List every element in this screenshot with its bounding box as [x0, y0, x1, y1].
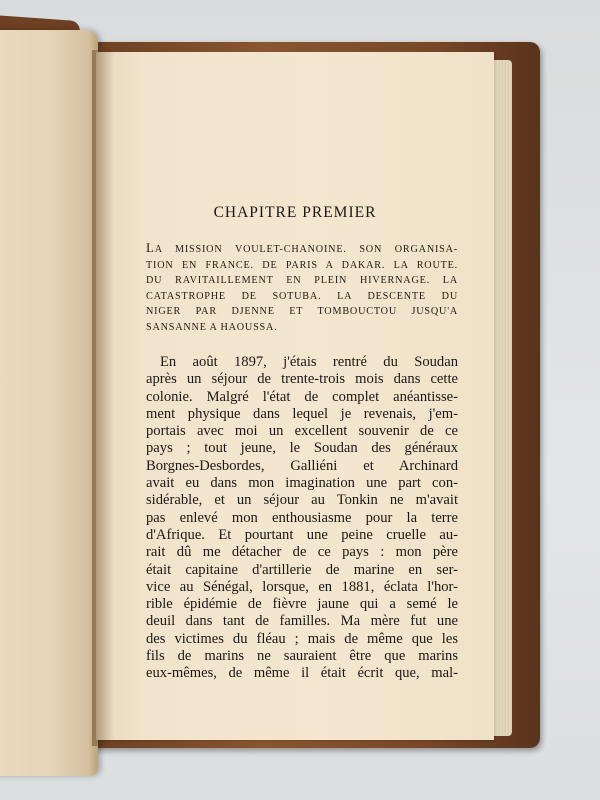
- body-line: sidérable, et un séjour au Tonkin ne m'avait: [146, 492, 458, 509]
- summary-line: LA MISSION VOULET-CHANOINE. SON ORGANISA-: [146, 240, 458, 255]
- body-line: pays ; tout jeune, le Soudan des généraux: [146, 440, 458, 457]
- body-line: d'Afrique. Et pourtant une peine cruelle au-: [146, 526, 458, 543]
- body-line: vice au Sénégal, lorsque, en 1881, éclata l'hor-: [146, 578, 458, 595]
- summary-line: DU RAVITAILLEMENT EN PLEIN HIVERNAGE. LA: [146, 275, 458, 287]
- body-line: colonie. Malgré l'état de complet anéantisse-: [146, 388, 458, 405]
- summary-line: CATASTROPHE DE SOTUBA. LA DESCENTE DU: [146, 290, 458, 302]
- body-line: En août 1897, j'étais rentré du Soudan: [160, 354, 458, 370]
- body-line: des victimes du fléau ; mais de même que les: [146, 630, 458, 647]
- body-line: rait dû me détacher de ce pays : mon père: [146, 544, 458, 561]
- summary-line: SANSANNE A HAOUSSA.: [146, 321, 278, 333]
- body-line: Borgnes-Desbordes, Galliéni et Archinard: [146, 457, 458, 474]
- right-page: [96, 52, 494, 740]
- body-text: [146, 354, 458, 683]
- body-line: fils de marins ne sauraient être que marins: [146, 648, 458, 665]
- summary-line: TION EN FRANCE. DE PARIS A DAKAR. LA ROUTE.: [146, 259, 458, 271]
- body-line: pas enlevé mon enthousiasme pour la terre: [146, 509, 458, 526]
- body-line: avait eu dans mon imagination une part con-: [146, 475, 458, 492]
- gutter-shadow: [92, 50, 114, 746]
- summary-line: NIGER PAR DJENNE ET TOMBOUCTOU JUSQU'A: [146, 306, 458, 318]
- body-line: deuil dans tant de familles. Ma mère fut une: [146, 613, 458, 630]
- body-line: était capitaine d'artillerie de marine en ser-: [146, 561, 458, 578]
- body-line: ment physique dans lequel je revenais, j'em-: [146, 405, 458, 422]
- body-line: eux-mêmes, de même il était écrit que, mal-: [146, 665, 458, 682]
- body-line: après un séjour de trente-trois mois dans cette: [146, 371, 458, 388]
- body-line: portais avec moi un excellent souvenir de ce: [146, 423, 458, 440]
- left-page: [0, 30, 98, 776]
- chapter-summary: [146, 240, 458, 336]
- chapter-title: CHAPITRE PREMIER: [213, 204, 377, 221]
- body-line: rible épidémie de fièvre jaune qui a semé le: [146, 596, 458, 613]
